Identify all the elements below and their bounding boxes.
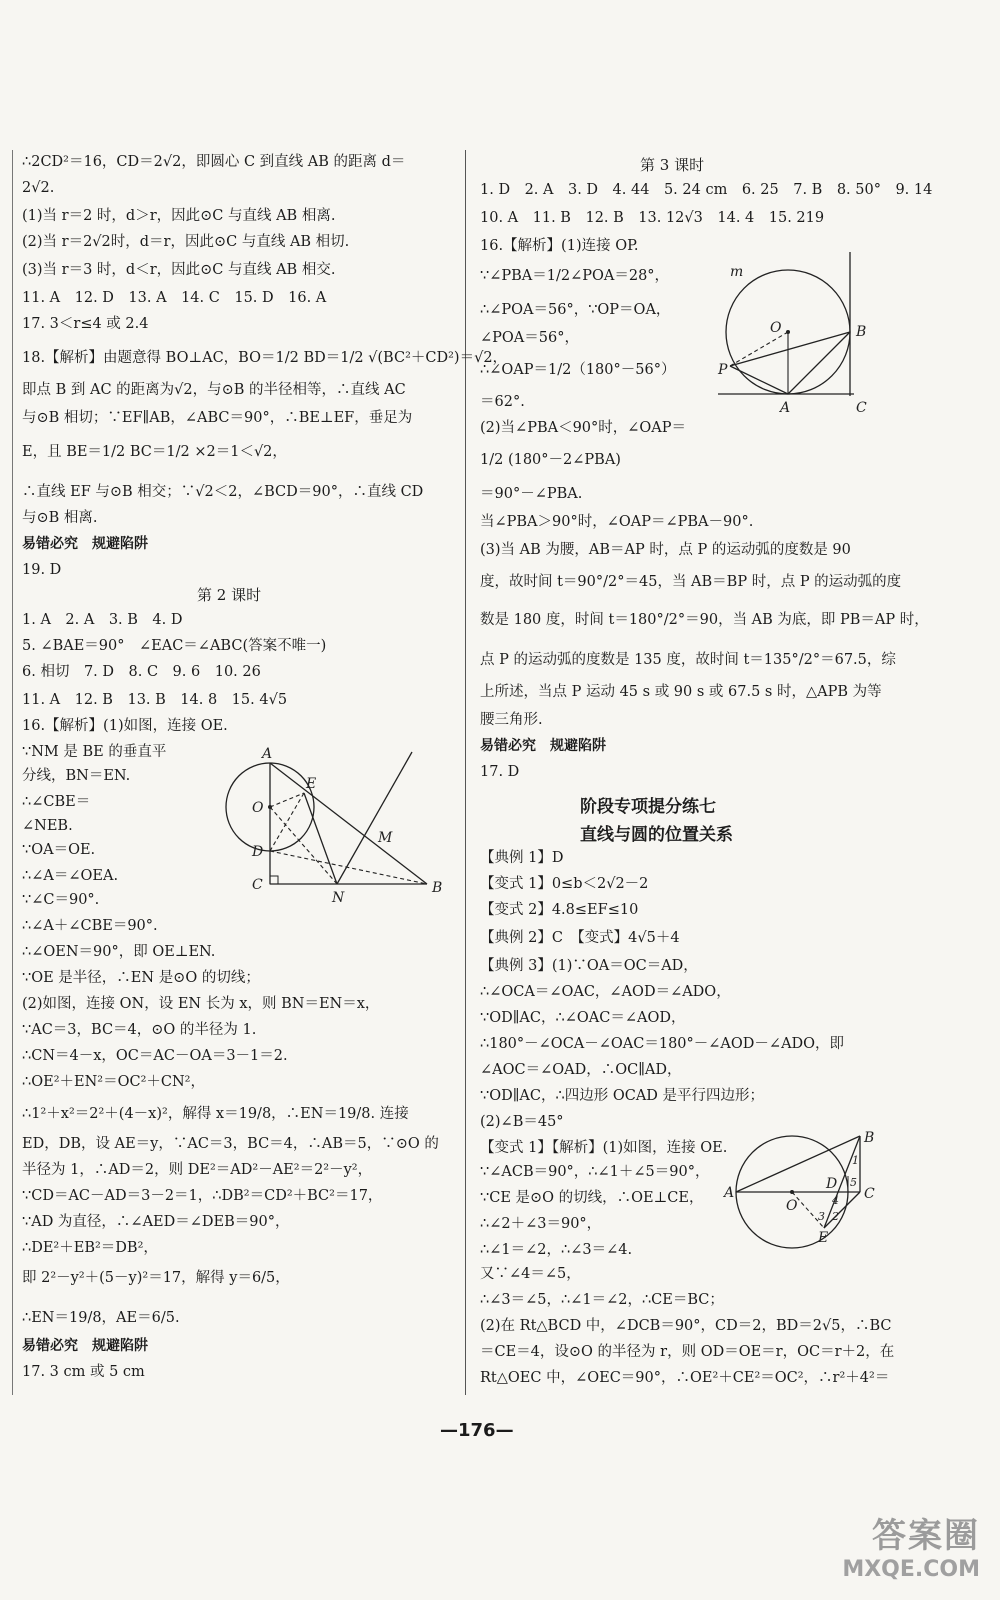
text-line: 【典例 3】(1)∵OA＝OC＝AD， <box>480 958 698 974</box>
text-line: 上所述，当点 P 运动 45 s 或 90 s 或 67.5 s 时，△APB 为等 <box>480 684 882 700</box>
text-line: 1/2 (180°－2∠PBA) <box>480 452 621 468</box>
text-line: ∵NM 是 BE 的垂直平 <box>22 744 167 760</box>
text-line: ∴直线 EF 与⊙B 相交；∵√2＜2，∠BCD＝90°，∴直线 CD <box>22 484 424 500</box>
text-line: ∵AC＝3，BC＝4，⊙O 的半径为 1. <box>22 1022 257 1038</box>
fig3-label: 2 <box>832 1210 839 1223</box>
fig3-label: 1 <box>852 1154 859 1167</box>
text-line: ∵OE 是半径，∴EN 是⊙O 的切线； <box>22 970 260 986</box>
section-subheading: 易错必究 规避陷阱 <box>22 1338 148 1354</box>
text-line: (2)如图，连接 ON，设 EN 长为 x，则 BN＝EN＝x， <box>22 996 380 1012</box>
fig3-label: C <box>864 1186 875 1202</box>
text-line: ∠POA＝56°， <box>480 330 579 346</box>
text-line: ∴∠CBE＝ <box>22 794 91 810</box>
text-line: (3)当 AB 为腰，AB＝AP 时，点 P 的运动弧的度数是 90 <box>480 542 851 558</box>
text-line: 数是 180 度，时间 t＝180°/2°＝90，当 AB 为底，即 PB＝AP 时， <box>480 612 929 628</box>
fig1-label: O <box>252 800 264 816</box>
fig2-label: O <box>770 320 782 336</box>
text-line: 2√2. <box>22 180 55 196</box>
watermark-url: MXQE.COM <box>842 1557 980 1582</box>
fig1-label: N <box>332 890 345 906</box>
text-line: 即点 B 到 AC 的距离为√2，与⊙B 的半径相等，∴直线 AC <box>22 382 406 398</box>
text-line: ∵CD＝AC－AD＝3－2＝1，∴DB²＝CD²＋BC²＝17， <box>22 1188 383 1204</box>
text-line: ∴CN＝4－x，OC＝AC－OA＝3－1＝2. <box>22 1048 288 1064</box>
text-line: ∴OE²＋EN²＝OC²＋CN²， <box>22 1074 205 1090</box>
unit-title: 阶段专项提分练七 <box>580 797 716 817</box>
text-line: ∴∠OEN＝90°，即 OE⊥EN. <box>22 944 216 960</box>
text-line: 与⊙B 相离. <box>22 510 98 526</box>
text-line: 11. A 12. D 13. A 14. C 15. D 16. A <box>22 290 327 306</box>
fig3-label: 5 <box>850 1176 857 1189</box>
fig2-label: A <box>780 400 791 416</box>
text-line: (1)当 r＝2 时，d＞r，因此⊙C 与直线 AB 相离. <box>22 208 336 224</box>
geometry-figure-circle-triangle <box>212 742 452 912</box>
text-line: 【典例 1】D <box>480 850 564 866</box>
section-subheading: 易错必究 规避陷阱 <box>480 738 606 754</box>
text-line: 18.【解析】由题意得 BO⊥AC，BO＝1/2 BD＝1/2 √(BC²＋CD²)＝√2， <box>22 350 508 366</box>
text-line: 即 2²－y²＋(5－y)²＝17，解得 y＝6/5， <box>22 1270 290 1286</box>
fig3-label: D <box>826 1176 838 1192</box>
text-line: ∵OD∥AC，∴∠OAC＝∠AOD， <box>480 1010 686 1026</box>
text-line: 10. A 11. B 12. B 13. 12√3 14. 4 15. 219 <box>480 210 825 226</box>
text-line: 当∠PBA＞90°时，∠OAP＝∠PBA－90°. <box>480 514 754 530</box>
text-line: 分线，BN＝EN. <box>22 768 131 784</box>
geometry-figure-tangent-proof <box>724 1130 884 1246</box>
text-line: 半径为 1，∴AD＝2，则 DE²＝AD²－AE²＝2²－y²， <box>22 1162 373 1178</box>
fig3-label: A <box>724 1185 735 1201</box>
text-line: 点 P 的运动弧的度数是 135 度，故时间 t＝135°/2°＝67.5，综 <box>480 652 896 668</box>
watermark-title: 答案圈 <box>872 1516 980 1556</box>
text-line: 17. D <box>480 764 520 780</box>
text-line: ∴∠2＋∠3＝90°， <box>480 1216 602 1232</box>
text-line: 腰三角形. <box>480 712 543 728</box>
text-line: ∴∠POA＝56°，∵OP＝OA， <box>480 302 671 318</box>
fig1-label: M <box>378 830 393 846</box>
text-line: ∴EN＝19/8，AE＝6/5. <box>22 1310 180 1326</box>
fig1-label: B <box>432 880 443 896</box>
watermark-logo <box>842 1508 980 1582</box>
text-line: ∵∠PBA＝1/2∠POA＝28°， <box>480 268 670 284</box>
left-margin-rule <box>12 150 13 1395</box>
fig1-label: C <box>252 877 263 893</box>
fig3-label: 4 <box>832 1194 839 1207</box>
lesson-title: 第 2 课时 <box>197 586 262 604</box>
text-line: 【变式 2】4.8≤EF≤10 <box>480 902 639 918</box>
text-line: ∵CE 是⊙O 的切线，∴OE⊥CE， <box>480 1190 704 1206</box>
text-line: (2)当 r＝2√2时，d＝r，因此⊙C 与直线 AB 相切. <box>22 234 350 250</box>
fig1-label: E <box>306 776 317 792</box>
section-subheading: 易错必究 规避陷阱 <box>22 536 148 552</box>
text-line: 度，故时间 t＝90°/2°＝45，当 AB＝BP 时，点 P 的运动弧的度 <box>480 574 902 590</box>
text-line: ＝CE＝4，设⊙O 的半径为 r，则 OD＝OE＝r，OC＝r＋2，在 <box>480 1344 895 1360</box>
text-line: 【变式 1】【解析】(1)如图，连接 OE. <box>480 1140 728 1156</box>
geometry-figure-circle-tangent <box>718 250 890 418</box>
fig3-label: E <box>818 1230 829 1246</box>
lesson-title: 第 3 课时 <box>640 156 705 174</box>
text-line: (2)∠B＝45° <box>480 1114 564 1130</box>
text-line: Rt△OEC 中，∠OEC＝90°，∴OE²＋CE²＝OC²，∴r²＋4²＝ <box>480 1370 890 1386</box>
text-line: 1. A 2. A 3. B 4. D <box>22 612 183 628</box>
text-line: ＝90°－∠PBA. <box>480 486 583 502</box>
fig1-label: D <box>252 844 264 860</box>
text-line: E，且 BE＝1/2 BC＝1/2 ×2＝1＜√2， <box>22 444 287 460</box>
text-line: 16.【解析】(1)连接 OP. <box>480 238 639 254</box>
text-line: 与⊙B 相切；∵EF∥AB，∠ABC＝90°，∴BE⊥EF，垂足为 <box>22 410 413 426</box>
fig2-label: P <box>718 362 728 378</box>
text-line: ∵∠C＝90°. <box>22 892 100 908</box>
text-line: ∴180°－∠OCA－∠OAC＝180°－∠AOD－∠ADO，即 <box>480 1036 845 1052</box>
page-number: —176— <box>440 1420 514 1441</box>
fig3-label: O <box>786 1198 798 1214</box>
text-line: ∴2CD²＝16，CD＝2√2，即圆心 C 到直线 AB 的距离 d＝ <box>22 154 406 170</box>
text-line: 19. D <box>22 562 62 578</box>
text-line: ∠AOC＝∠OAD，∴OC∥AD， <box>480 1062 682 1078</box>
fig2-label: m <box>730 264 744 280</box>
text-line: ∴∠3＝∠5，∴∠1＝∠2，∴CE＝BC； <box>480 1292 724 1308</box>
text-line: ∠NEB. <box>22 818 73 834</box>
text-line: ∴∠OAP＝1/2（180°－56°） <box>480 362 676 378</box>
text-line: ∴1²＋x²＝2²＋(4－x)²，解得 x＝19/8，∴EN＝19/8. 连接 <box>22 1106 409 1122</box>
text-line: ＝62°. <box>480 394 525 410</box>
text-line: (2)当∠PBA＜90°时，∠OAP＝ <box>480 420 687 436</box>
text-line: ∴∠OCA＝∠OAC，∠AOD＝∠ADO， <box>480 984 731 1000</box>
fig3-label: B <box>864 1130 875 1146</box>
fig2-label: B <box>856 324 867 340</box>
text-line: ∵OA＝OE. <box>22 842 96 858</box>
text-line: ED，DB，设 AE＝y，∵AC＝3，BC＝4，∴AB＝5，∵⊙O 的 <box>22 1136 439 1152</box>
text-line: 11. A 12. B 13. B 14. 8 15. 4√5 <box>22 692 288 708</box>
text-line: ∵∠ACB＝90°，∴∠1＋∠5＝90°， <box>480 1164 710 1180</box>
text-line: 又∵∠4＝∠5， <box>480 1266 581 1282</box>
text-line: ∴∠A＝∠OEA. <box>22 868 119 884</box>
text-line: ∴∠1＝∠2，∴∠3＝∠4. <box>480 1242 633 1258</box>
text-line: ∵OD∥AC，∴四边形 OCAD 是平行四边形； <box>480 1088 765 1104</box>
text-line: 【变式 1】0≤b＜2√2－2 <box>480 876 649 892</box>
text-line: (2)在 Rt△BCD 中，∠DCB＝90°，CD＝2，BD＝2√5，∴BC <box>480 1318 892 1334</box>
text-line: ∴∠A＋∠CBE＝90°. <box>22 918 158 934</box>
column-divider <box>465 150 466 1395</box>
text-line: 【典例 2】C 【变式】4√5＋4 <box>480 930 680 946</box>
text-line: 16.【解析】(1)如图，连接 OE. <box>22 718 228 734</box>
text-line: ∴DE²＋EB²＝DB²， <box>22 1240 158 1256</box>
fig2-label: C <box>856 400 867 416</box>
text-line: 6. 相切 7. D 8. C 9. 6 10. 26 <box>22 664 261 680</box>
text-line: 17. 3＜r≤4 或 2.4 <box>22 316 149 332</box>
text-line: 1. D 2. A 3. D 4. 44 5. 24 cm 6. 25 7. B 8. 50° 9. 14 <box>480 182 933 198</box>
fig3-label: 3 <box>818 1210 825 1223</box>
text-line: ∵AD 为直径，∴∠AED＝∠DEB＝90°， <box>22 1214 290 1230</box>
text-line: 5. ∠BAE＝90° ∠EAC＝∠ABC(答案不唯一) <box>22 638 327 654</box>
fig1-label: A <box>262 746 273 762</box>
text-line: 17. 3 cm 或 5 cm <box>22 1364 145 1380</box>
unit-subtitle: 直线与圆的位置关系 <box>580 825 733 845</box>
text-line: (3)当 r＝3 时，d＜r，因此⊙C 与直线 AB 相交. <box>22 262 336 278</box>
